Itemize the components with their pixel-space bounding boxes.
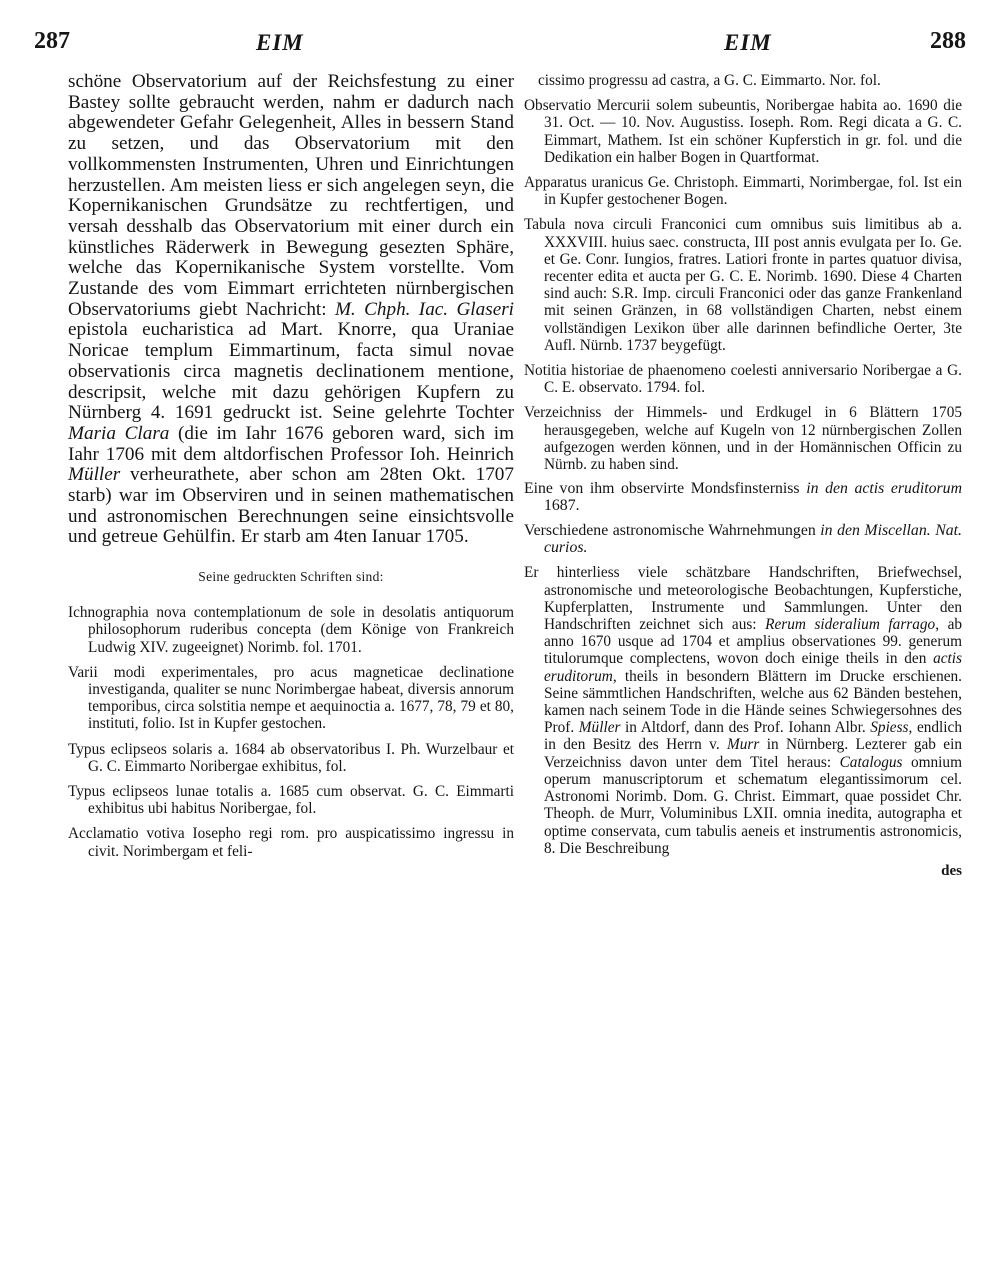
- work-entry: Ichnographia nova contemplationum de sole in desolatis antiquorum philosophorum ruderibus concepta (dem Könige von Frankreich Ludwig XIV. zugeeignet) Norimb. fol. 1701.: [68, 604, 514, 656]
- work-entry: Varii modi experimentales, pro acus magneticae declinatione investiganda, qualiter se nunc Norimbergae habeat, diversis annorum temporibus, circa solstitia nempe et aequinoctia a. 1677, 78, 79 et 80, instituti, folio. Ist in Kupfer gestochen.: [68, 663, 514, 733]
- work-entry: Observatio Mercurii solem subeuntis, Noribergae habita ao. 1690 die 31. Oct. — 10. Nov. Augustiss. Ioseph. Rom. Regi dicata a G. C. Eimmart, Mathem. Ist ein schöner Kupferstich in gr. fol. und die Dedikation ein halber Bogen in Quartformat.: [524, 97, 962, 166]
- manuscripts-paragraph: Er hinterliess viele schätzbare Handschriften, Briefwechsel, astronomische und meteorologische Beobachtungen, Kupferstiche, Kupferplatten, Instrumente und Sammlungen. Unter den Handschriften zeichnet sich aus: Rerum sideralium farrago, ab anno 1670 usque ad 1704 et amplius observationes 99. generum titulorumque complectens, wovon doch einige theils in den actis eruditorum, theils in besondern Blättern im Drucke erschienen. Seine sämmtlichen Handschriften, welche aus 62 Bänden bestehen, kamen nach seinem Tode in die Hände seines Schwiegersohnes des Prof. Müller in Altdorf, dann des Prof. Iohann Albr. Spiess, endlich in den Besitz des Herrn v. Murr in Nürnberg. Lezterer gab ein Verzeichniss davon unter dem Titel heraus: Catalogus omnium operum manuscriptorum et schematum elegantissimorum cel. Astronomi Norimb. Dom. G. Christ. Eimmart, quae possidet Chr. Theoph. de Murr, Voluminibus LXII. omnia inedita, autographa et optime conservata, cum tabulis aeneis et instrumentis astronomicis, 8. Die Beschreibung: [524, 564, 963, 857]
- running-head-left: EIM: [256, 30, 304, 55]
- work-entry: Typus eclipseos solaris a. 1684 ab observatoribus I. Ph. Wurzelbaur et G. C. Eimmarto Noribergae exhibitus, fol.: [68, 740, 514, 775]
- page-header: [0, 28, 1000, 68]
- work-entry: Verschiedene astronomische Wahrnehmungen in den Miscellan. Nat. curios.: [524, 521, 962, 556]
- right-column: [524, 72, 962, 880]
- work-entry: Verzeichniss der Himmels- und Erdkugel in 6 Blättern 1705 herausgegeben, welche auf Kugeln von 12 nürnbergischen Zollen aufgezogen werden können, und in der Homännischen Officin zu Nürnb. zu haben sind.: [524, 404, 962, 474]
- page-number-left: 287: [34, 28, 70, 54]
- running-head-right: EIM: [724, 30, 772, 55]
- work-entry: Notitia historiae de phaenomeno coelesti anniversario Noribergae a G. C. E. observato. 1794. fol.: [524, 362, 962, 397]
- work-entry: Apparatus uranicus Ge. Christoph. Eimmarti, Norimbergae, fol. Ist ein in Kupfer gestochener Bogen.: [524, 174, 962, 209]
- catchword: des: [941, 862, 962, 879]
- biography-paragraph: schöne Observatorium auf der Reichsfestung zu einer Bastey sollte gebraucht werden, nahm er dadurch nach abgewendeter Gefahr Gelegenheit, Alles in bessern Stand zu setzen, und das Observatorium mit den vollkommensten Instrumenten, Uhren und Einrichtungen herzustellen. Am meisten liess er sich angelegen seyn, die Kopernikanischen Grundsätze zu rechtfertigen, und versah desshalb das Observatorium mit einer durch ein künstliches Räderwerk in Bewegung gesezten Sphäre, welche das Kopernikanische System vorstellte. Vom Zustande des vom Eimmart errichteten nürnbergischen Observatoriums giebt Nachricht: M. Chph. Iac. Glaseri epistola eucharistica ad Mart. Knorre, qua Uraniae Noricae templum Eimmartinum, facta simul novae observationis circa magnetis declinationem mentione, descripsit, welche mit dazu gehörigen Kupfern zu Nürnberg 4. 1691 gedruckt ist. Seine gelehrte Tochter Maria Clara (die im Iahr 1676 geboren ward, sich im Iahr 1706 mit dem altdorfischen Professor Ioh. Heinrich Müller verheurathete, aber schon am 28ten Okt. 1707 starb) war im Observiren und in seinen mathematischen und astronomischen Berechnungen seine einsichtsvolle und getreue Gehülfin. Er starb am 4ten Ianuar 1705.: [68, 71, 515, 548]
- works-subheading: Seine gedruckten Schriften sind:: [198, 569, 384, 585]
- work-entry: Eine von ihm observirte Mondsfinsterniss in den actis eruditorum 1687.: [524, 480, 962, 515]
- page-number-right: 288: [930, 28, 966, 54]
- work-entry: Acclamatio votiva Iosepho regi rom. pro auspicatissimo ingressu in civit. Norimbergam et feli-: [68, 825, 514, 860]
- work-entry: Typus eclipseos lunae totalis a. 1685 cum observat. G. C. Eimmarti exhibitus ubi habitus Noribergae, fol.: [68, 783, 514, 818]
- work-entry-continuation: cissimo progressu ad castra, a G. C. Eimmarto. Nor. fol.: [538, 72, 881, 89]
- left-column: [68, 72, 514, 868]
- work-entry: Tabula nova circuli Franconici cum omnibus suis limitibus ab a. XXXVIII. huius saec. constructa, III post annis evulgata per Io. Ge. et Ge. Conr. Iungios, fratres. Latiori fronte in partes quatuor divisa, recenter edita et aucta per G. C. E. Norimb. 1690. Diese 4 Charten sind auch: S.R. Imp. circuli Franconici oder das ganze Frankenland mit seinen Gränzen, in 68 vollständigen Charten, nebst einem vollständigen Lexikon über alle darinnen befindliche Oerter, 3te Aufl. Nürnb. 1737 beygefügt.: [524, 216, 962, 354]
